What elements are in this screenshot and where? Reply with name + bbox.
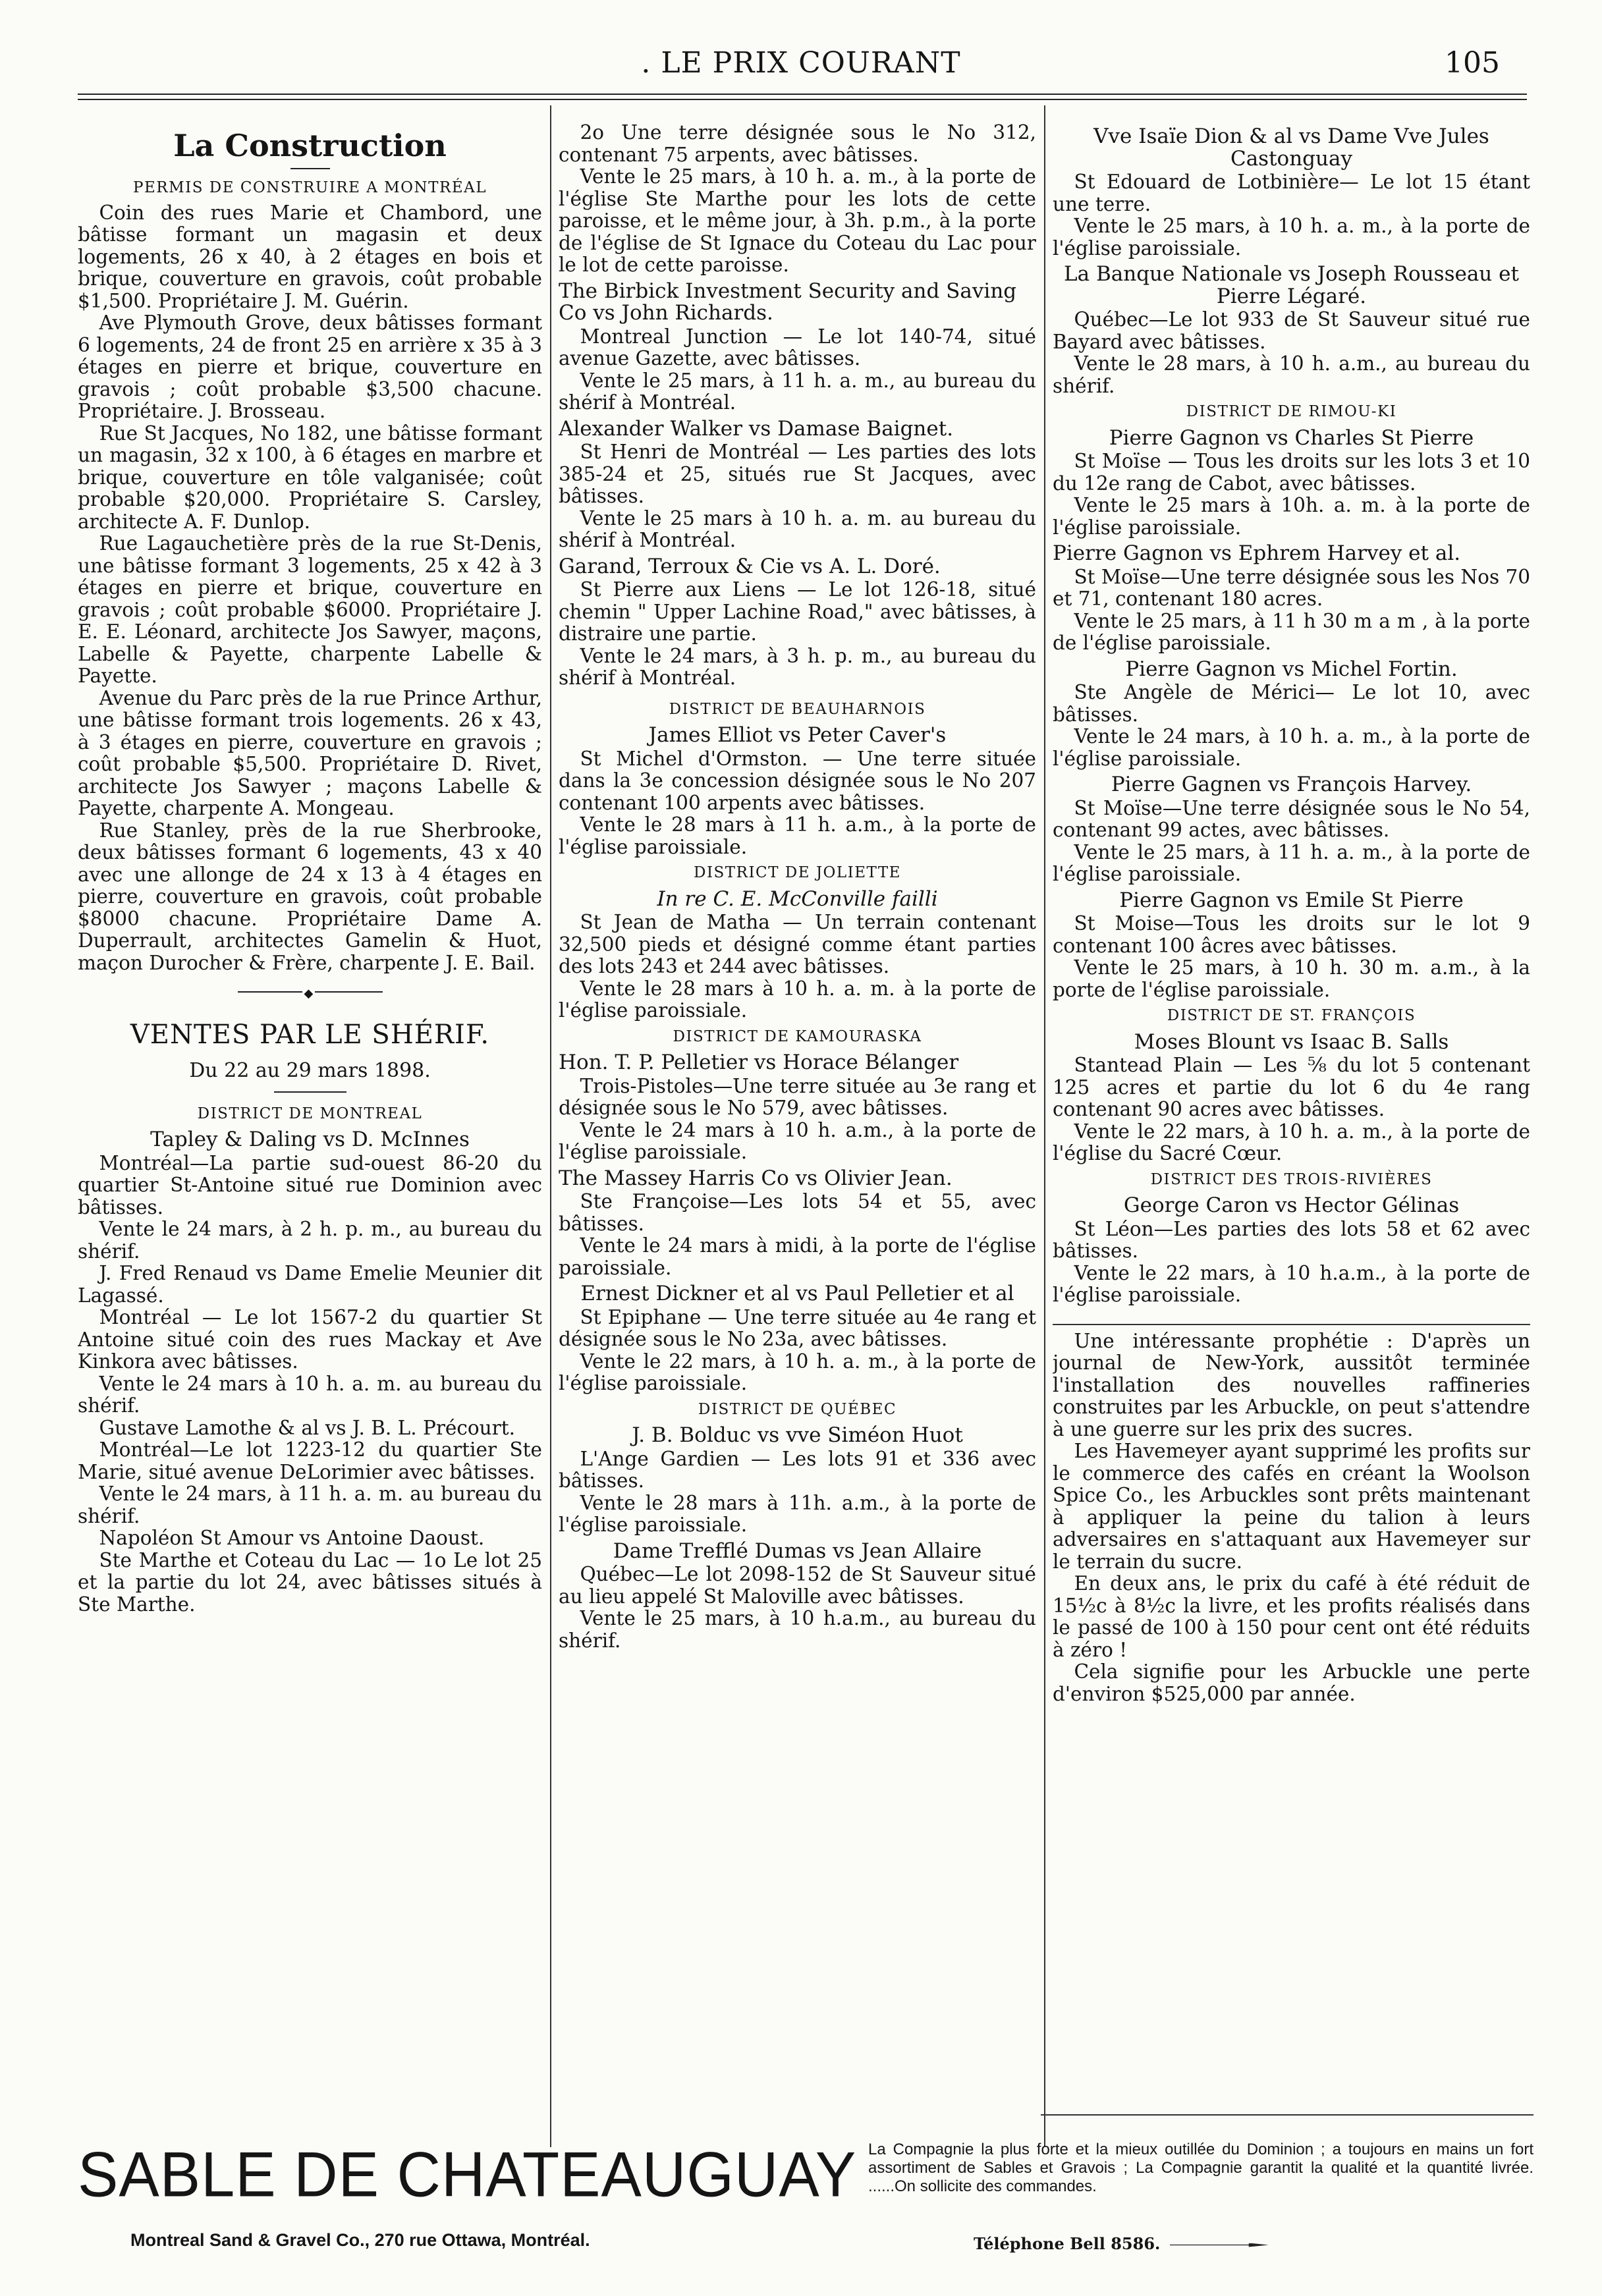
- article-paragraph: Les Havemeyer ayant supprimé les profits sur le commerce des cafés en créant la Woolson Spice Co., les Arbuckles sont prêts maintenant à appliquer la peine du talion à leurs adversaires en s'attaquant aux Havemeyer sur le terrain du sucre.: [1053, 1440, 1530, 1573]
- case-title: Pierre Gagnon vs Charles St Pierre: [1109, 425, 1474, 450]
- short-rule: [290, 168, 330, 169]
- case-sale-info: Vente le 28 mars à 10 h. a. m. à la porte de l'église paroissiale.: [559, 977, 1036, 1022]
- advert-phone-text: Téléphone Bell 8586.: [974, 2234, 1161, 2253]
- case-description: Ste Marthe et Coteau du Lac — 1o Le lot 25 et la partie du lot 24, avec bâtisses situés à Ste Marthe.: [78, 1548, 542, 1616]
- case-title: Pierre Gagnon vs Michel Fortin.: [1125, 657, 1458, 681]
- column-2: [559, 122, 1036, 2118]
- case-description: St Henri de Montréal — Les parties des lots 385-24 et 25, situés rue St Jacques, avec bâtisses.: [559, 441, 1036, 507]
- case-description: Trois-Pistoles—Une terre située au 3e rang et désignée sous le No 579, avec bâtisses.: [559, 1074, 1036, 1119]
- header-rule-top: [78, 94, 1527, 95]
- case-title: Napoléon St Amour vs Antoine Daoust.: [99, 1527, 485, 1549]
- case-description: St Moïse—Une terre désignée sous le No 54, contenant 99 actes, avec bâtisses.: [1053, 796, 1530, 841]
- case-description: 2o Une terre désignée sous le No 312, contenant 75 arpents, avec bâtisses.: [559, 122, 1036, 166]
- case-description: Montréal — Le lot 1567-2 du quartier St Antoine situé coin des rues Mackay et Ave Kinkora avec bâtisses.: [78, 1306, 542, 1373]
- advert-phone: [974, 2234, 1269, 2253]
- district-heading: DISTRICT DE JOLIETTE: [694, 864, 901, 881]
- case-description: St Michel d'Ormston. — Une terre située dans la 3e concession désignée sous le No 207 contenant 100 arpents avec bâtisses.: [559, 747, 1036, 814]
- case-title: J. Fred Renaud vs Dame Emelie Meunier dit Lagassé.: [78, 1262, 542, 1307]
- advert-title: SABLE DE CHATEAUGUAY: [78, 2139, 857, 2210]
- case-description: Ste Françoise—Les lots 54 et 55, avec bâtisses.: [559, 1190, 1036, 1235]
- column-1: [78, 122, 542, 2118]
- case-description: L'Ange Gardien — Les lots 91 et 336 avec bâtisses.: [559, 1447, 1036, 1492]
- permit-entry: Rue Lagauchetière près de la rue St-Denis, une bâtisse formant 3 logements, 25 x 42 à 3 étages en pierre et brique, couverture en gravois ; coût probable $6000. Propriétaire J. E. E. Léonard, architecte Jos Sawyer, maçons, Labelle & Payette, charpente Labelle & Payette.: [78, 532, 542, 687]
- case-description: Ste Angèle de Mérici— Le lot 10, avec bâtisses.: [1053, 681, 1530, 726]
- arrow-icon: [1170, 2243, 1269, 2247]
- page-number: 105: [1445, 46, 1500, 80]
- case-title: In re C. E. McConville failli: [657, 887, 938, 911]
- case-title: Dame Trefflé Dumas vs Jean Allaire: [613, 1539, 982, 1563]
- column-divider-1: [550, 105, 551, 2147]
- case-sale-info: Vente le 25 mars, à 10 h.a.m., au bureau du shérif.: [559, 1607, 1036, 1652]
- case-description: St Jean de Matha — Un terrain contenant 32,500 pieds et désigné comme étant parties des lots 243 et 244 avec bâtisses.: [559, 911, 1036, 977]
- district-heading: DISTRICT DE BEAUHARNOIS: [669, 700, 926, 718]
- advertisement: [78, 2141, 1533, 2272]
- case-description: St Moïse—Une terre désignée sous les Nos 70 et 71, contenant 180 acres.: [1053, 565, 1530, 610]
- case-sale-info: Vente le 28 mars, à 10 h. a.m., au bureau du shérif.: [1053, 352, 1530, 397]
- case-title: Vve Isaïe Dion & al vs Dame Vve Jules Castonguay: [1093, 124, 1489, 171]
- district-heading: DISTRICT DE QUÉBEC: [698, 1400, 897, 1418]
- advert-rule: [1041, 2114, 1533, 2116]
- district-heading: DISTRICT DE ST. FRANÇOIS: [1167, 1007, 1416, 1024]
- publication-title: . LE PRIX COURANT: [641, 46, 961, 80]
- case-description: Québec—Le lot 2098-152 de St Sauveur situé au lieu appelé St Maloville avec bâtisses.: [559, 1563, 1036, 1608]
- district-heading: DISTRICT DE MONTREAL: [197, 1105, 423, 1122]
- case-sale-info: Vente le 24 mars à 10 h. a.m., à la porte de l'église paroissiale.: [559, 1118, 1036, 1163]
- case-title: Pierre Gagnon vs Ephrem Harvey et al.: [1053, 541, 1461, 565]
- case-sale-info: Vente le 25 mars à 10 h. a. m. au bureau du shérif à Montréal.: [559, 506, 1036, 551]
- case-description: Montreal Junction — Le lot 140-74, situé avenue Gazette, avec bâtisses.: [559, 325, 1036, 369]
- case-sale-info: Vente le 28 mars à 11h. a.m., à la porte de l'église paroissiale.: [559, 1491, 1036, 1536]
- case-title: La Banque Nationale vs Joseph Rousseau et Pierre Légaré.: [1064, 262, 1519, 308]
- page-header: [0, 46, 1602, 86]
- permit-entry: Ave Plymouth Grove, deux bâtisses formant 6 logements, 24 de front 25 en arrière x 35 à 3 étages en pierre et brique, couverture en gravois ; coût probable $3,500 chacune. Propriétaire. J. Brosseau.: [78, 312, 542, 422]
- case-sale-info: Vente le 25 mars, à 11 h. a. m., à la porte de l'église paroissiale.: [1053, 840, 1530, 885]
- district-heading: DISTRICT DES TROIS-RIVIÈRES: [1150, 1170, 1433, 1188]
- case-title: Hon. T. P. Pelletier vs Horace Bélanger: [559, 1051, 959, 1074]
- sheriff-sales-heading: VENTES PAR LE SHÉRIF.: [130, 1020, 490, 1050]
- case-sale-info: Vente le 25 mars, à 10 h. a. m., à la porte de l'église Ste Marthe pour les lots de cette paroisse, et le même jour, à 3h. p.m., à la porte de l'église de St Ignace du Coteau du Lac pour le lot de cette paroisse.: [559, 165, 1036, 276]
- ornamental-rule: [238, 991, 383, 993]
- case-title: Pierre Gagnon vs Emile St Pierre: [1119, 888, 1464, 912]
- sales-date-range: Du 22 au 29 mars 1898.: [189, 1059, 431, 1082]
- header-rule-bottom: [78, 99, 1527, 100]
- case-description: St Léon—Les parties des lots 58 et 62 avec bâtisses.: [1053, 1217, 1530, 1262]
- advert-address: Montreal Sand & Gravel Co., 270 rue Ottawa, Montréal.: [130, 2230, 590, 2250]
- short-rule: [274, 1091, 346, 1093]
- case-sale-info: Vente le 24 mars, à 11 h. a. m. au bureau du shérif.: [78, 1483, 542, 1527]
- permit-entry: Rue Stanley, près de la rue Sherbrooke, deux bâtisses formant 6 logements, 43 x 40 avec une allonge de 24 x 13 à 4 étages en pierre, couverture en gravois, coût probable $8000 chacune. Propriétaire Dame A. Duperrault, architectes Gamelin & Huot, maçon Durocher & Frère, charpente J. E. Bail.: [78, 819, 542, 974]
- case-description: St Moise—Tous les droits sur le lot 9 contenant 100 âcres avec bâtisses.: [1053, 912, 1530, 957]
- case-sale-info: Vente le 24 mars à 10 h. a. m. au bureau du shérif.: [78, 1372, 542, 1417]
- case-description: Québec—Le lot 933 de St Sauveur situé rue Bayard avec bâtisses.: [1053, 308, 1530, 353]
- case-description: St Moïse — Tous les droits sur les lots 3 et 10 du 12e rang de Cabot, avec bâtisses.: [1053, 450, 1530, 495]
- case-title: Moses Blount vs Isaac B. Salls: [1134, 1029, 1449, 1054]
- permit-entry: Avenue du Parc près de la rue Prince Arthur, une bâtisse formant trois logements. 26 x 43, à 3 étages en pierre, couverture en gravois ; coût probable $5,500. Propriétaire D. Rivet, architecte Jos Sawyer ; maçons Labelle & Payette, charpente A. Mongeau.: [78, 686, 542, 819]
- construction-heading: La Construction: [173, 128, 447, 163]
- case-sale-info: Vente le 28 mars à 11 h. a.m., à la porte de l'église paroissiale.: [559, 813, 1036, 858]
- article-rule: [1053, 1324, 1530, 1325]
- case-title: The Birbick Investment Security and Saving Co vs John Richards.: [559, 279, 1017, 325]
- case-sale-info: Vente le 22 mars, à 10 h.a.m., à la porte de l'église paroissiale.: [1053, 1261, 1530, 1306]
- case-sale-info: Vente le 25 mars, à 10 h. a. m., à la porte de l'église paroissiale.: [1053, 215, 1530, 260]
- case-title: James Elliot vs Peter Caver's: [648, 723, 947, 747]
- column-divider-2: [1044, 105, 1045, 2147]
- case-title: J. B. Bolduc vs vve Siméon Huot: [632, 1423, 963, 1447]
- case-title: The Massey Harris Co vs Olivier Jean.: [559, 1166, 953, 1190]
- case-sale-info: Vente le 24 mars à midi, à la porte de l'église paroissiale.: [559, 1234, 1036, 1279]
- case-sale-info: Vente le 22 mars, à 10 h. a. m., à la porte de l'église paroissiale.: [559, 1350, 1036, 1394]
- case-description: St Epiphane — Une terre située au 4e rang et désignée sous le No 23a, avec bâtisses.: [559, 1305, 1036, 1350]
- district-heading: DISTRICT DE KAMOURASKA: [673, 1027, 922, 1045]
- permit-entry: Coin des rues Marie et Chambord, une bâtisse formant un magasin et deux logements, 26 x 40, à 2 étages en bois et brique, couverture en gravois, coût probable $1,500. Propriétaire J. M. Guérin.: [78, 201, 542, 312]
- case-sale-info: Vente le 22 mars, à 10 h. a. m., à la porte de l'église du Sacré Cœur.: [1053, 1120, 1530, 1164]
- case-sale-info: Vente le 25 mars, à 10 h. 30 m. a.m., à la porte de l'église paroissiale.: [1053, 956, 1530, 1001]
- case-title: Ernest Dickner et al vs Paul Pelletier et al: [580, 1282, 1014, 1305]
- permits-heading: PERMIS DE CONSTRUIRE A MONTRÉAL: [133, 179, 487, 196]
- column-3: [1053, 122, 1530, 2118]
- case-title: Gustave Lamothe & al vs J. B. L. Précourt.: [99, 1416, 515, 1439]
- article-paragraph: Cela signifie pour les Arbuckle une perte d'environ $525,000 par année.: [1053, 1660, 1530, 1705]
- case-title: George Caron vs Hector Gélinas: [1123, 1193, 1460, 1217]
- case-title: Alexander Walker vs Damase Baignet.: [559, 416, 954, 441]
- case-title: Pierre Gagnen vs François Harvey.: [1111, 773, 1472, 796]
- case-description: St Pierre aux Liens — Le lot 126-18, situé chemin " Upper Lachine Road," avec bâtisses, à distraire une partie.: [559, 578, 1036, 645]
- case-description: St Edouard de Lotbinière— Le lot 15 étant une terre.: [1053, 171, 1530, 215]
- case-description: Stantead Plain — Les ⅝ du lot 5 contenant 125 acres et partie du lot 6 du 4e rang contenant 90 acres avec bâtisses.: [1053, 1054, 1530, 1120]
- case-description: Montréal—Le lot 1223-12 du quartier Ste Marie, situé avenue DeLorimier avec bâtisses.: [78, 1438, 542, 1483]
- case-sale-info: Vente le 24 mars, à 3 h. p. m., au bureau du shérif à Montréal.: [559, 644, 1036, 689]
- case-sale-info: Vente le 25 mars à 10h. a. m. à la porte de l'église paroissiale.: [1053, 494, 1530, 539]
- case-sale-info: Vente le 24 mars, à 2 h. p. m., au bureau du shérif.: [78, 1218, 542, 1263]
- case-sale-info: Vente le 24 mars, à 10 h. a. m., à la porte de l'église paroissiale.: [1053, 725, 1530, 770]
- article-paragraph: En deux ans, le prix du café à été réduit de 15½c à 8½c la livre, et les profits réalisés dans le passé de 100 à 150 pour cent ont été réduits à zéro !: [1053, 1572, 1530, 1661]
- case-sale-info: Vente le 25 mars, à 11 h. a. m., au bureau du shérif à Montréal.: [559, 369, 1036, 414]
- case-description: Montréal—La partie sud-ouest 86-20 du quartier St-Antoine situé rue Dominion avec bâtisses.: [78, 1151, 542, 1218]
- advert-blurb: La Compagnie la plus forte et la mieux outillée du Dominion ; a toujours en mains un fort assortiment de Sables et Gravois ; La Compagnie garantit la qualité et la quantité livrée. ......On sollicite des commandes.: [868, 2141, 1533, 2195]
- case-title: Tapley & Daling vs D. McInnes: [150, 1128, 470, 1151]
- case-sale-info: Vente le 25 mars, à 11 h 30 m a m , à la porte de l'église paroissiale.: [1053, 609, 1530, 654]
- district-heading: DISTRICT DE RIMOU-KI: [1186, 403, 1397, 420]
- permit-entry: Rue St Jacques, No 182, une bâtisse formant un magasin, 32 x 100, à 6 étages en marbre et brique, couverture en tôle valganisée; coût probable $20,000. Propriétaire S. Carsley, architecte A. F. Dunlop.: [78, 422, 542, 533]
- case-title: Garand, Terroux & Cie vs A. L. Doré.: [559, 554, 941, 578]
- article-paragraph: Une intéressante prophétie : D'après un journal de New-York, aussitôt terminée l'installation des nouvelles raffineries construites par les Arbuckle, on peut s'attendre à une guerre sur les prix des sucres.: [1053, 1329, 1530, 1440]
